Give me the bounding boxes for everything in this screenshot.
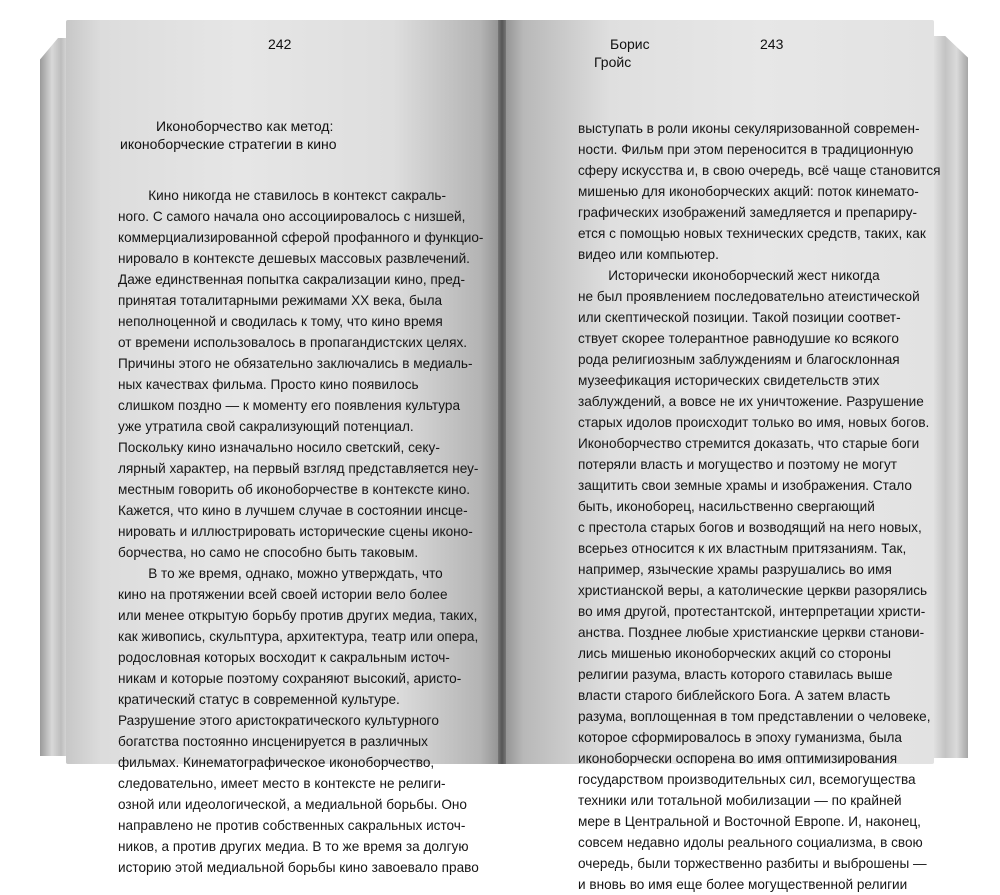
text-line: христианской веры, а католические церкви разорялись (578, 583, 928, 598)
text-line: защитить свои земные храмы и изображения. Стало (578, 478, 912, 493)
text-line: Кино никогда не ставилось в контекст сакраль- (118, 188, 447, 203)
text-line: нировать и иллюстрировать исторические сцены иконо- (118, 524, 473, 539)
text-line: совсем недавно идолы реального социализма, в свою (578, 835, 923, 850)
text-line: кратический статус в современной культуре. (118, 692, 400, 707)
text-line: власти старого библейского Бога. А затем власть (578, 688, 891, 703)
text-line: озной или идеологической, а медиальной борьбы. Оно (118, 797, 467, 812)
text-line: анства. Позднее любые христианские церкви станови- (578, 625, 925, 640)
text-line: рода религиозным заблуждениям и благосклонная (578, 352, 900, 367)
text-line: или менее открытую борьбу против других медиа, таких, (118, 608, 478, 623)
left-page-body (118, 185, 483, 878)
text-line: очередь, были торжественно разбиты и выброшены — (578, 856, 927, 871)
text-line: Поскольку кино изначально носило светский, секу- (118, 440, 440, 455)
text-line: принятая тоталитарными режимами XX века, была (118, 293, 443, 308)
text-line: разума, воплощенная в том представлении о человеке, (578, 709, 931, 724)
text-line: потеряли власть и могущество и поэтому не могут (578, 457, 898, 472)
text-line: кино на протяжении всей своей истории вело более (118, 587, 448, 602)
text-line: В то же время, однако, можно утверждать, что (118, 566, 443, 581)
text-line: с престола старых богов и возводящий на него новых, (578, 520, 922, 535)
text-line: музеефикация исторических свидетельств этих (578, 373, 880, 388)
text-line: лись мишенью иконоборческих акций со стороны (578, 646, 892, 661)
text-line: например, языческие храмы разрушались во имя (578, 562, 892, 577)
text-line: слишком поздно — к моменту его появления культура (118, 398, 461, 413)
text-line: никам и которые поэтому сохраняют высокий, аристо- (118, 671, 462, 686)
text-line: старых идолов происходит только во имя, новых богов. (578, 415, 930, 430)
text-line: борчества, но само не способно быть таковым. (118, 545, 419, 560)
text-line: всерьез относится к их властным притязаниям. Так, (578, 541, 907, 556)
text-line: техники или тотальной мобилизации — по крайней (578, 793, 902, 808)
text-line: ствует скорее толерантное равнодушие ко всякого (578, 331, 899, 346)
text-line: которое сформировалось в эпоху гуманизма, была (578, 730, 902, 745)
text-line: коммерциализированной сферой профанного и функцио- (118, 230, 484, 245)
text-line: Причины этого не обязательно заключались в медиаль- (118, 356, 473, 371)
text-line: или скептической позиции. Такой позиции соответ- (578, 310, 901, 325)
right-page-body (578, 118, 940, 895)
text-line: Разрушение этого аристократического культурного (118, 713, 439, 728)
text-line: ных качествах фильма. Просто кино появилось (118, 377, 419, 392)
right-page (502, 20, 941, 892)
book-gutter (498, 20, 506, 764)
running-head-author-last: Гройс (594, 54, 632, 70)
text-line: не был проявлением последовательно атеистической (578, 289, 920, 304)
text-line: быть, иконоборец, насильственно свергающий (578, 499, 875, 514)
text-line: родословная которых восходит к сакральным источ- (118, 650, 450, 665)
page-number-left: 242 (268, 36, 292, 52)
text-line: графических изображений замедляется и препариру- (578, 205, 918, 220)
left-page (66, 20, 502, 875)
text-line: и вновь во имя еще более могущественной религии (578, 877, 908, 892)
text-line: государством производительных сил, всемогущества (578, 772, 916, 787)
text-line: ется с помощью новых технических средств, таких, как (578, 226, 926, 241)
running-head-author-first: Борис (610, 36, 650, 52)
text-line: лярный характер, на первый взгляд представляется неу- (118, 461, 479, 476)
text-line: заблуждений, а вовсе не их уничтожение. Разрушение (578, 394, 924, 409)
chapter-title-line-1: Иконоборчество как метод: (156, 118, 334, 134)
text-line: во имя другой, протестантской, интерпретации христи- (578, 604, 926, 619)
text-line: ников, а против других медиа. В то же время за долгую (118, 839, 469, 854)
text-line: уже утратила свой сакрализующий потенциал. (118, 419, 414, 434)
text-line: местным говорить об иконоборчестве в контексте кино. (118, 482, 471, 497)
text-line: от времени использовалось в пропагандистских целях. (118, 335, 468, 350)
text-line: религии разума, власть которого ставилась выше (578, 667, 893, 682)
text-line: Кажется, что кино в лучшем случае в состоянии инсце- (118, 503, 468, 518)
text-line: видео или компьютер. (578, 247, 719, 262)
text-line: богатства постоянно инсценируется в различных (118, 734, 428, 749)
page-number-right: 243 (760, 36, 784, 52)
text-line: сферу искусства и, в свою очередь, всё чаще становится (578, 163, 941, 178)
text-line: иконоборчески оспорена во имя оптимизирования (578, 751, 898, 766)
text-line: Даже единственная попытка сакрализации кино, пред- (118, 272, 466, 287)
chapter-title-line-2: иконоборческие стратегии в кино (120, 136, 337, 152)
text-line: нировало в контексте дешевых массовых развлечений. (118, 251, 470, 266)
text-line: следовательно, имеет место в контексте не религи- (118, 776, 446, 791)
text-line: выступать в роли иконы секуляризованной современ- (578, 121, 920, 136)
text-line: историю этой медиальной борьбы кино завоевало право (118, 860, 479, 875)
text-line: направлено не против собственных сакральных источ- (118, 818, 466, 833)
text-line: неполноценной и сводилась к тому, что кино время (118, 314, 443, 329)
text-line: ности. Фильм при этом переносится в традиционную (578, 142, 914, 157)
text-line: мишенью для иконоборческих акций: поток кинемато- (578, 184, 919, 199)
text-line: фильмах. Кинематографическое иконоборчество, (118, 755, 435, 770)
text-line: ного. С самого начала оно ассоциировалось с низшей, (118, 209, 466, 224)
text-line: мере в Центральной и Восточной Европе. И, наконец, (578, 814, 921, 829)
text-line: как живопись, скульптура, архитектура, театр или опера, (118, 629, 479, 644)
text-line: Иконоборчество стремится доказать, что старые боги (578, 436, 920, 451)
text-line: Исторически иконоборческий жест никогда (578, 268, 880, 283)
